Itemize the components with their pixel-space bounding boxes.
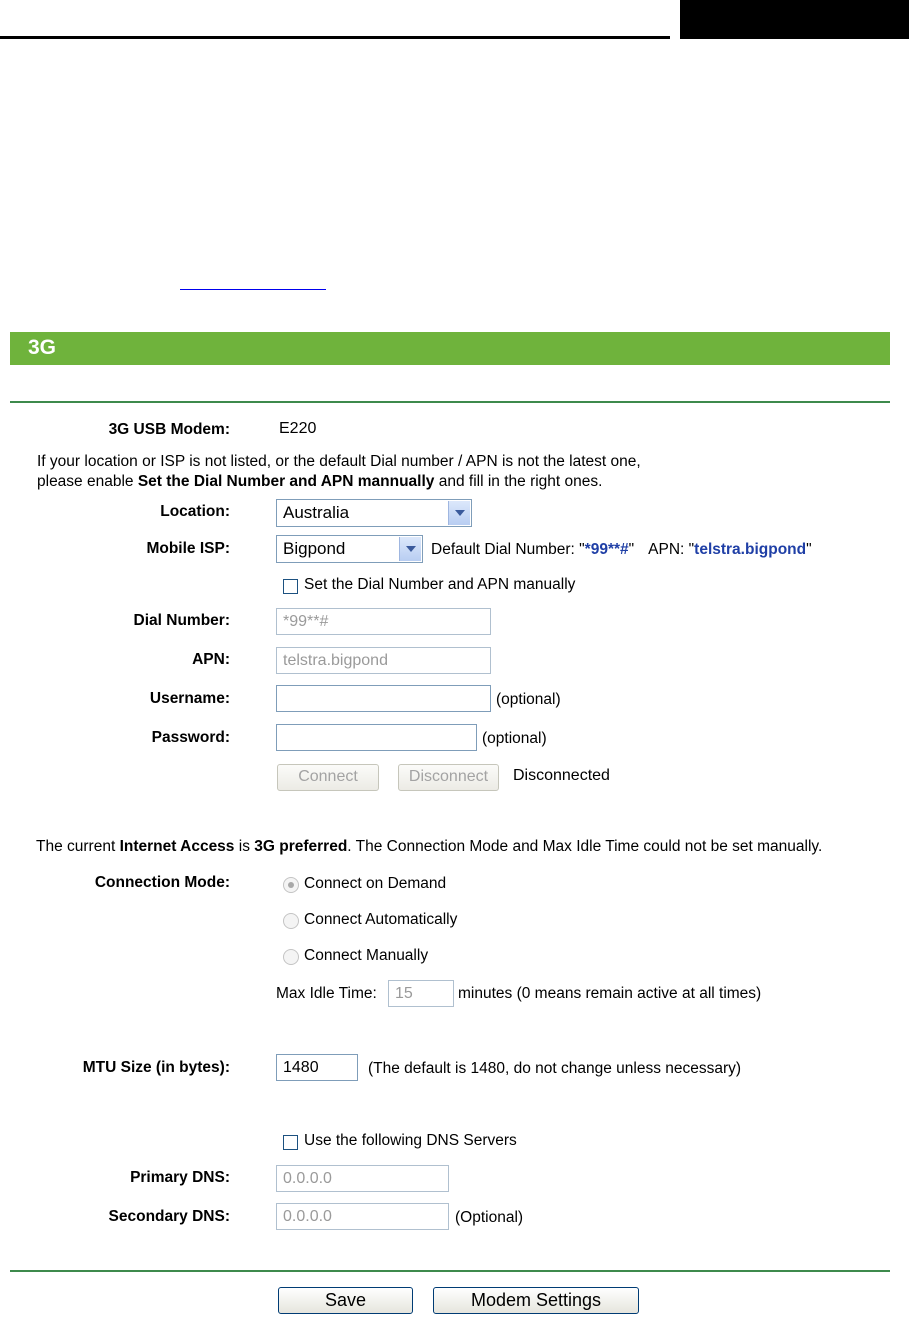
chevron-down-icon[interactable] (399, 537, 421, 561)
default-apn-label: APN: " (648, 541, 695, 558)
username-label: Username: (149, 690, 230, 707)
apn-label: APN: (192, 651, 230, 668)
mtu-hint: (The default is 1480, do not change unless necessary) (368, 1060, 742, 1077)
mtu-label: MTU Size (in bytes): (82, 1059, 230, 1076)
connection-status: Disconnected (513, 767, 610, 784)
chevron-down-icon[interactable] (448, 501, 470, 525)
modem-settings-button[interactable]: Modem Settings (433, 1287, 639, 1314)
apn-input[interactable]: telstra.bigpond (276, 647, 491, 674)
section-title: 3G (28, 336, 57, 359)
notice-text-end: and fill in the right ones. (434, 473, 603, 490)
notice-line-2 (37, 473, 602, 491)
dns-checkbox-label: Use the following DNS Servers (304, 1132, 517, 1149)
default-apn-value: telstra.bigpond (694, 541, 807, 558)
access-note-text-end: . The Connection Mode and Max Idle Time could not be set manually. (347, 838, 823, 855)
location-label: Location: (160, 503, 230, 520)
default-dial-info (431, 541, 812, 559)
default-dial-value: *99**# (584, 541, 629, 558)
connection-mode-label: Connection Mode: (94, 874, 230, 891)
radio-label-manually: Connect Manually (304, 947, 429, 964)
link-underline (180, 289, 326, 290)
isp-select[interactable] (276, 535, 423, 563)
username-hint: (optional) (496, 691, 561, 708)
secondary-dns-input[interactable]: 0.0.0.0 (276, 1203, 449, 1230)
radio-connect-manually[interactable] (283, 949, 299, 965)
page-top-block (680, 0, 909, 39)
default-dial-quote: " (628, 541, 635, 558)
radio-label-on-demand: Connect on Demand (304, 875, 447, 892)
radio-connect-on-demand[interactable] (283, 877, 299, 893)
primary-dns-input[interactable]: 0.0.0.0 (276, 1165, 449, 1192)
max-idle-label: Max Idle Time: (276, 985, 377, 1002)
access-note-mode: 3G preferred (254, 838, 348, 855)
password-label: Password: (151, 729, 230, 746)
access-note-emphasis: Internet Access (119, 838, 235, 855)
manual-dial-checkbox[interactable] (283, 579, 298, 594)
dns-checkbox[interactable] (283, 1135, 298, 1150)
radio-connect-automatically[interactable] (283, 913, 299, 929)
disconnect-button[interactable]: Disconnect (398, 764, 499, 791)
dial-number-input[interactable]: *99**# (276, 608, 491, 635)
save-button[interactable]: Save (278, 1287, 413, 1314)
primary-dns-label: Primary DNS: (130, 1169, 230, 1186)
connect-button[interactable]: Connect (277, 764, 379, 791)
password-hint: (optional) (482, 730, 547, 747)
modem-value: E220 (279, 420, 317, 437)
username-input[interactable] (276, 685, 491, 712)
bottom-divider (10, 1270, 890, 1272)
secondary-dns-label: Secondary DNS: (108, 1208, 230, 1225)
isp-value: Bigpond (283, 539, 346, 558)
section-header (10, 332, 890, 365)
notice-text: please enable (37, 473, 138, 490)
dial-number-label: Dial Number: (133, 612, 230, 629)
mtu-input[interactable]: 1480 (276, 1054, 358, 1081)
access-note-text: The current (36, 838, 120, 855)
location-value: Australia (283, 503, 350, 522)
modem-label: 3G USB Modem: (108, 421, 230, 438)
top-divider (10, 401, 890, 403)
max-idle-input[interactable]: 15 (388, 980, 454, 1007)
manual-dial-label: Set the Dial Number and APN manually (304, 576, 576, 593)
internet-access-note (36, 838, 822, 856)
secondary-dns-hint: (Optional) (455, 1209, 524, 1226)
page-top-rule (0, 36, 670, 39)
default-dial-label: Default Dial Number: " (431, 541, 585, 558)
default-apn-quote: " (806, 541, 812, 558)
password-input[interactable] (276, 724, 477, 751)
access-note-text-mid: is (234, 838, 255, 855)
max-idle-hint: minutes (0 means remain active at all times) (458, 985, 762, 1002)
notice-emphasis: Set the Dial Number and APN mannually (137, 473, 435, 490)
radio-label-automatically: Connect Automatically (304, 911, 458, 928)
location-select[interactable] (276, 499, 472, 527)
isp-label: Mobile ISP: (146, 540, 230, 557)
notice-line-1: If your location or ISP is not listed, or the default Dial number / APN is not the latest one, (37, 453, 641, 470)
